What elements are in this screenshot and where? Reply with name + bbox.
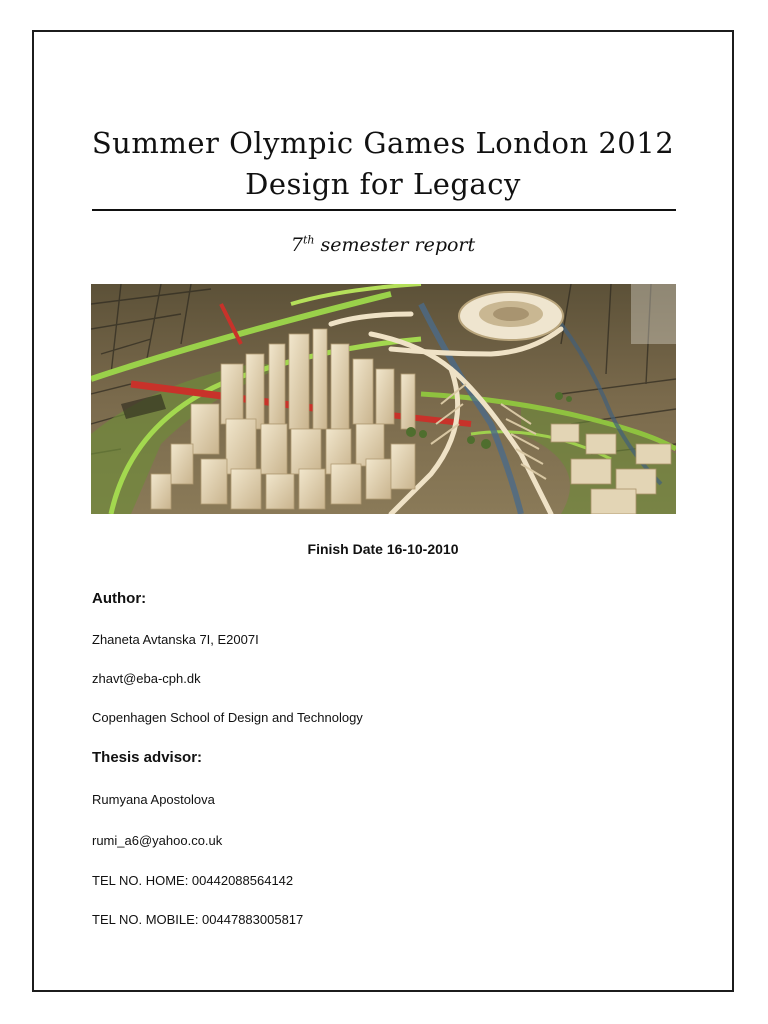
advisor-email: rumi_a6@yahoo.co.uk (92, 833, 223, 848)
subtitle (34, 234, 732, 256)
advisor-heading: Thesis advisor: (92, 749, 203, 766)
title-line-1: Summer Olympic Games London 2012 (91, 126, 675, 160)
advisor-name: Rumyana Apostolova (92, 792, 215, 807)
author-email: zhavt@eba-cph.dk (92, 671, 201, 686)
author-heading: Author: (92, 590, 147, 607)
author-name: Zhaneta Avtanska 7I, E2007I (92, 632, 259, 647)
subtitle-text: semester report (314, 234, 476, 256)
title-divider (92, 209, 676, 211)
advisor-tel-home: TEL NO. HOME: 00442088564142 (92, 873, 294, 888)
advisor-tel-mobile: TEL NO. MOBILE: 00447883005817 (92, 912, 304, 927)
cover-photo-olympic-park-model (91, 284, 676, 514)
subtitle-ordinal: 7 (290, 234, 303, 256)
subtitle-ordinal-suffix: th (302, 233, 315, 247)
title-line-2: Design for Legacy (245, 167, 521, 201)
finish-date: Finish Date 16-10-2010 (307, 541, 459, 557)
author-school: Copenhagen School of Design and Technology (92, 710, 363, 725)
